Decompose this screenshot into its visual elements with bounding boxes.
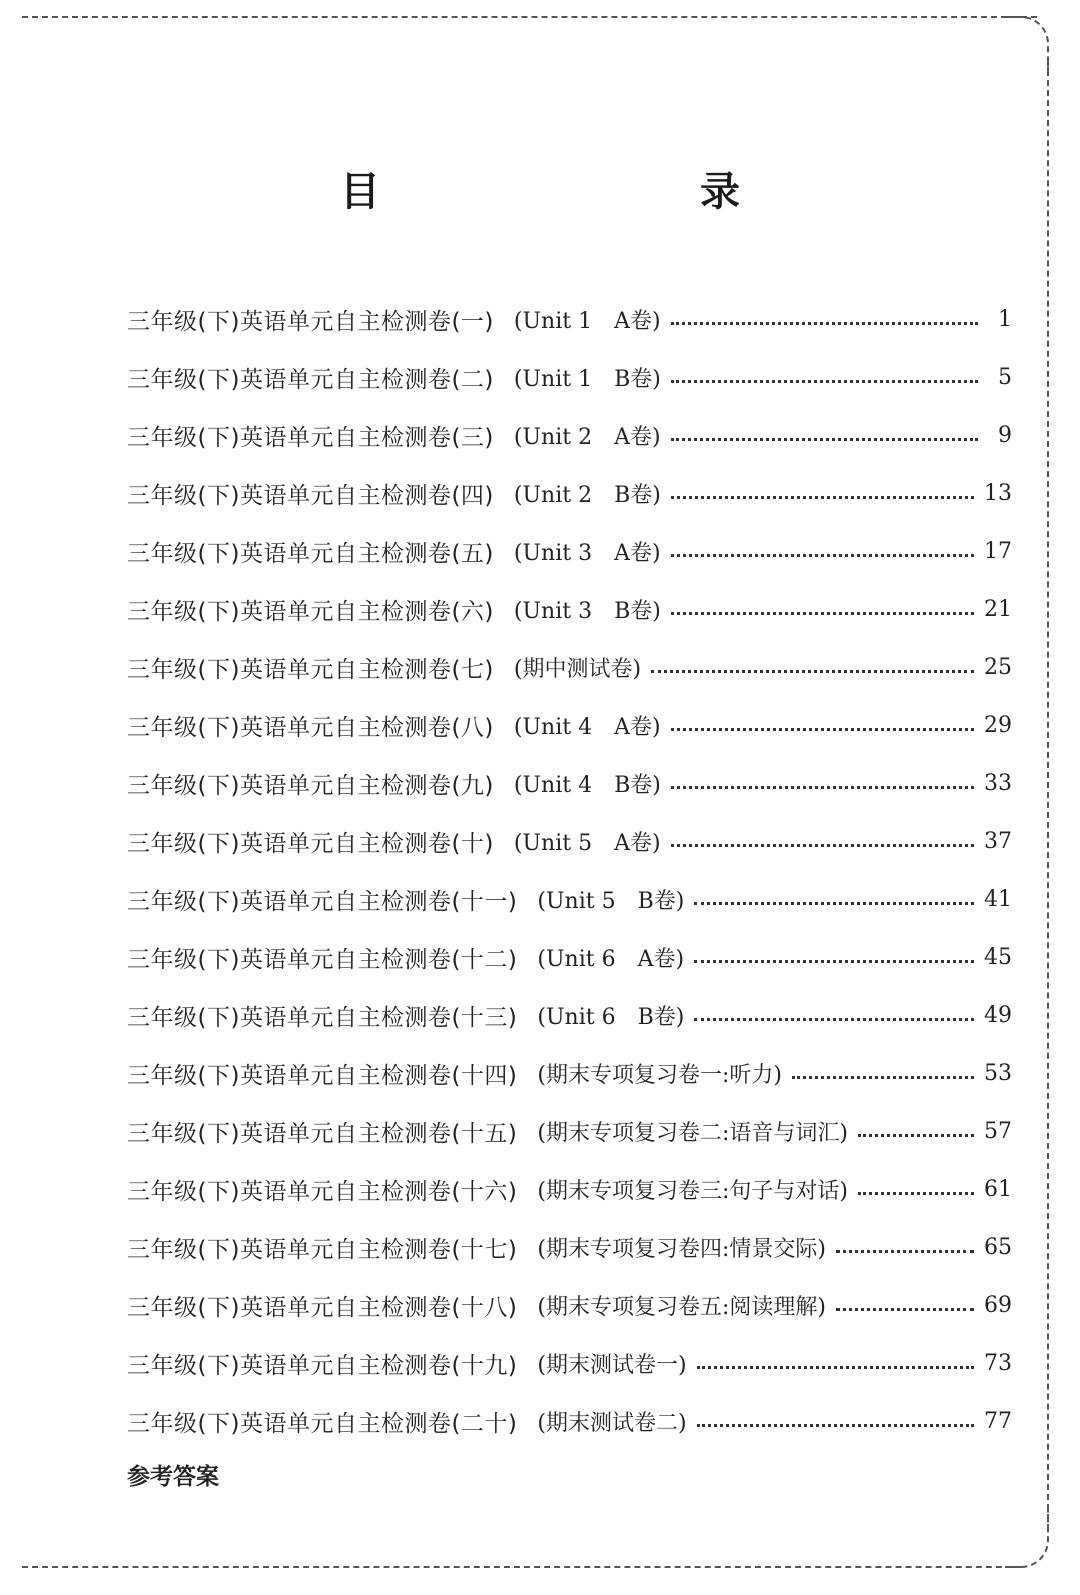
toc-page-number: 9 [998, 422, 1012, 448]
toc-entry-title: 三年级(下)英语单元自主检测卷(十三) [127, 1004, 518, 1031]
toc-dot-leader [671, 728, 974, 731]
toc-dot-leader [671, 322, 978, 325]
toc-entry-title: 三年级(下)英语单元自主检测卷(十二) [127, 946, 518, 973]
toc-page-number: 5 [998, 364, 1012, 390]
toc-page-number: 69 [984, 1292, 1012, 1318]
toc-entry[interactable] [127, 1218, 1012, 1276]
toc-page-number: 25 [984, 654, 1012, 680]
toc-entry-title: 三年级(下)英语单元自主检测卷(二十) [127, 1410, 518, 1437]
toc-dot-leader [858, 1134, 974, 1137]
table-of-contents [127, 290, 1012, 1450]
toc-entry-subtitle: (期中测试卷) [513, 656, 642, 682]
toc-entry-subtitle: (Unit 5 B卷) [537, 888, 685, 914]
toc-dot-leader [836, 1250, 974, 1253]
toc-entry[interactable] [127, 754, 1012, 812]
toc-entry-subtitle: (期末专项复习卷五:阅读理解) [537, 1294, 826, 1320]
toc-dot-leader [836, 1308, 974, 1311]
toc-page-number: 57 [984, 1118, 1012, 1144]
toc-entry[interactable] [127, 522, 1012, 580]
toc-entry-title: 三年级(下)英语单元自主检测卷(十一) [127, 888, 518, 915]
toc-page-number: 49 [984, 1002, 1012, 1028]
toc-page-number: 29 [984, 712, 1012, 738]
toc-entry[interactable] [127, 986, 1012, 1044]
toc-dot-leader [671, 554, 974, 557]
toc-dot-leader [651, 670, 974, 673]
page-title: 目 录 [340, 169, 820, 215]
toc-entry[interactable] [127, 1276, 1012, 1334]
toc-dot-leader [694, 960, 974, 963]
toc-entry-title: 三年级(下)英语单元自主检测卷(一) [127, 308, 494, 335]
page-border-bottom [22, 1566, 1022, 1568]
toc-entry-title: 三年级(下)英语单元自主检测卷(十) [127, 830, 494, 857]
toc-entry[interactable] [127, 870, 1012, 928]
page-border-top [22, 16, 1037, 18]
toc-page-number: 65 [984, 1234, 1012, 1260]
toc-dot-leader [671, 844, 974, 847]
toc-entry-title: 三年级(下)英语单元自主检测卷(六) [127, 598, 494, 625]
toc-entry[interactable] [127, 290, 1012, 348]
toc-entry-title: 三年级(下)英语单元自主检测卷(十八) [127, 1294, 518, 1321]
toc-entry[interactable] [127, 580, 1012, 638]
toc-page-number: 53 [984, 1060, 1012, 1086]
toc-entry[interactable] [127, 1044, 1012, 1102]
toc-entry-subtitle: (Unit 3 B卷) [513, 598, 661, 624]
toc-dot-leader [694, 1018, 974, 1021]
toc-entry-title: 三年级(下)英语单元自主检测卷(十六) [127, 1178, 518, 1205]
toc-entry-subtitle: (Unit 3 A卷) [513, 540, 661, 566]
toc-entry-subtitle: (Unit 2 A卷) [513, 424, 661, 450]
toc-dot-leader [697, 1424, 974, 1427]
toc-entry[interactable] [127, 406, 1012, 464]
toc-entry-title: 三年级(下)英语单元自主检测卷(十七) [127, 1236, 518, 1263]
toc-entry-subtitle: (期末专项复习卷四:情景交际) [537, 1236, 826, 1262]
toc-page-number: 21 [984, 596, 1012, 622]
toc-entry[interactable] [127, 464, 1012, 522]
toc-entry[interactable] [127, 812, 1012, 870]
toc-entry-subtitle: (Unit 4 B卷) [513, 772, 661, 798]
toc-dot-leader [792, 1076, 974, 1079]
toc-entry[interactable] [127, 1392, 1012, 1450]
toc-entry-subtitle: (Unit 2 B卷) [513, 482, 661, 508]
answers-heading[interactable]: 参考答案 [127, 1464, 219, 1490]
toc-dot-leader [858, 1192, 974, 1195]
toc-page-number: 33 [984, 770, 1012, 796]
toc-page-number: 17 [984, 538, 1012, 564]
toc-entry-title: 三年级(下)英语单元自主检测卷(十四) [127, 1062, 518, 1089]
toc-entry-subtitle: (期末测试卷二) [537, 1410, 687, 1436]
page-border-corner-top-right [1005, 16, 1049, 76]
toc-page-number: 41 [984, 886, 1012, 912]
toc-entry-subtitle: (Unit 6 A卷) [537, 946, 685, 972]
page-border-corner-bottom-right [1005, 1510, 1049, 1568]
toc-entry[interactable] [127, 1102, 1012, 1160]
toc-dot-leader [697, 1366, 974, 1369]
toc-page-number: 77 [984, 1408, 1012, 1434]
toc-entry-subtitle: (Unit 1 B卷) [513, 366, 661, 392]
toc-page-number: 61 [984, 1176, 1012, 1202]
toc-dot-leader [671, 380, 978, 383]
toc-page-number: 1 [998, 306, 1012, 332]
toc-entry[interactable] [127, 1334, 1012, 1392]
toc-entry-subtitle: (期末专项复习卷二:语音与词汇) [537, 1120, 848, 1146]
toc-entry-subtitle: (期末专项复习卷三:句子与对话) [537, 1178, 848, 1204]
toc-page-number: 13 [984, 480, 1012, 506]
toc-entry-title: 三年级(下)英语单元自主检测卷(五) [127, 540, 494, 567]
toc-entry-subtitle: (Unit 6 B卷) [537, 1004, 685, 1030]
toc-entry[interactable] [127, 348, 1012, 406]
toc-entry-title: 三年级(下)英语单元自主检测卷(八) [127, 714, 494, 741]
toc-dot-leader [671, 786, 974, 789]
toc-dot-leader [671, 438, 978, 441]
toc-entry-title: 三年级(下)英语单元自主检测卷(十五) [127, 1120, 518, 1147]
toc-entry-subtitle: (Unit 1 A卷) [513, 308, 661, 334]
toc-entry-title: 三年级(下)英语单元自主检测卷(十九) [127, 1352, 518, 1379]
toc-page-number: 45 [984, 944, 1012, 970]
toc-entry-title: 三年级(下)英语单元自主检测卷(三) [127, 424, 494, 451]
toc-entry[interactable] [127, 638, 1012, 696]
toc-entry-subtitle: (Unit 4 A卷) [513, 714, 661, 740]
toc-page-number: 37 [984, 828, 1012, 854]
toc-entry-subtitle: (期末测试卷一) [537, 1352, 687, 1378]
toc-entry-subtitle: (Unit 5 A卷) [513, 830, 661, 856]
toc-dot-leader [694, 902, 974, 905]
toc-entry[interactable] [127, 696, 1012, 754]
toc-entry-title: 三年级(下)英语单元自主检测卷(七) [127, 656, 494, 683]
toc-entry[interactable] [127, 1160, 1012, 1218]
toc-entry-title: 三年级(下)英语单元自主检测卷(九) [127, 772, 494, 799]
toc-entry-title: 三年级(下)英语单元自主检测卷(二) [127, 366, 494, 393]
toc-entry[interactable] [127, 928, 1012, 986]
toc-page-number: 73 [984, 1350, 1012, 1376]
toc-dot-leader [671, 612, 974, 615]
toc-entry-subtitle: (期末专项复习卷一:听力) [537, 1062, 782, 1088]
toc-entry-title: 三年级(下)英语单元自主检测卷(四) [127, 482, 494, 509]
page-border-right [1047, 60, 1049, 1530]
toc-dot-leader [671, 496, 974, 499]
